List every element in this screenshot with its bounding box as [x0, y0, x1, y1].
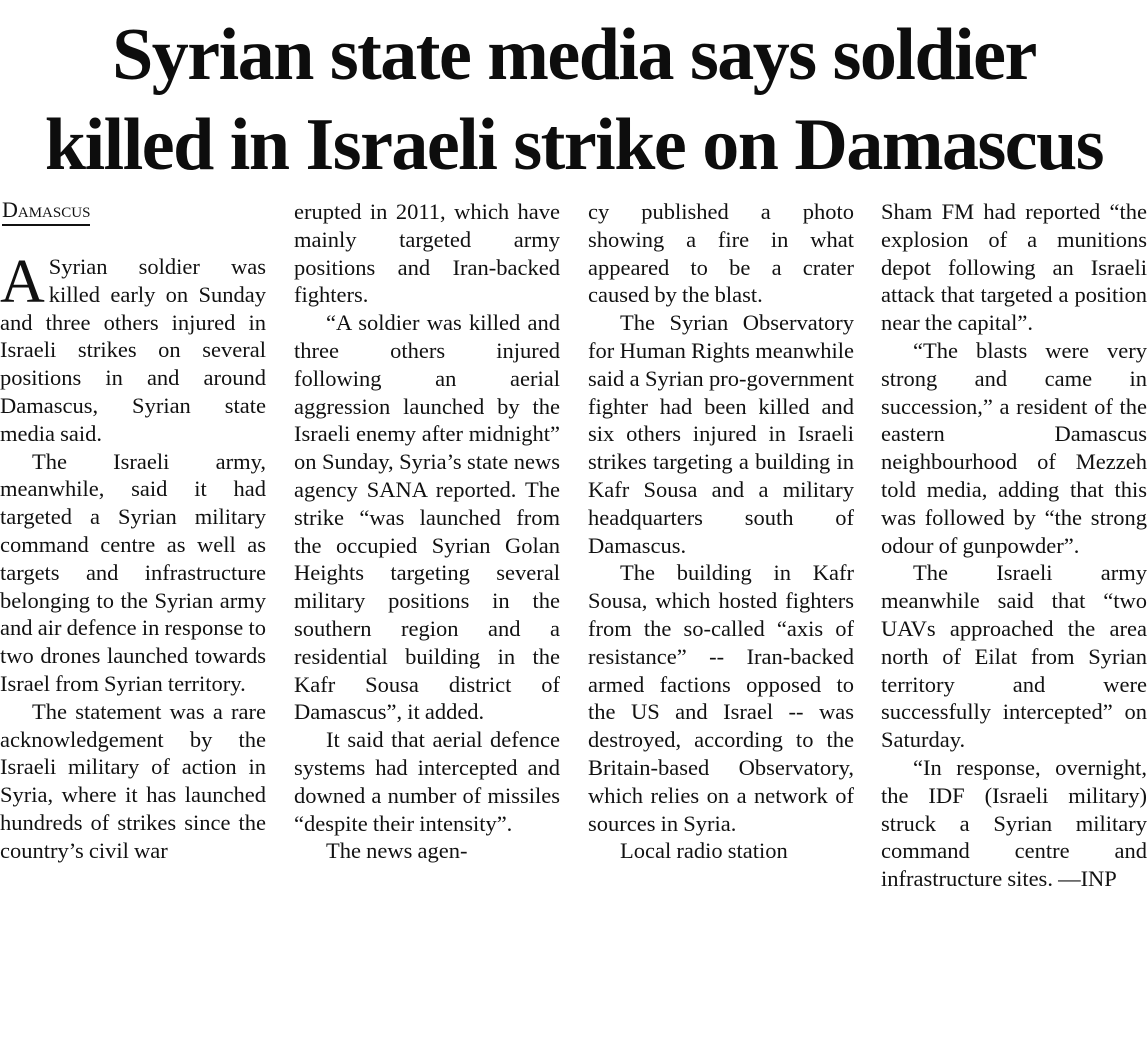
- paragraph: erupted in 2011, which have mainly targeted army positions and Iran-backed fighters.: [294, 199, 560, 308]
- headline-line-1: Syrian state media says soldier: [112, 14, 1036, 96]
- paragraph: “The blasts were very strong and came in succession,” a resident of the eastern Damascus neighbourhood of Mezzeh told media, adding that this was followed by “the strong odour of gunpowder”.: [881, 337, 1147, 558]
- paragraph: It said that aerial defence systems had intercepted and downed a number of missiles “despite their intensity”.: [294, 727, 560, 836]
- paragraph: The Syrian Observatory for Human Rights meanwhile said a Syrian pro-government fighter had been killed and six others injured in Israeli strikes targeting a building in Kafr Sousa and a military headquarters south of Damascus.: [588, 310, 854, 558]
- paragraph: The Israeli army, meanwhile, said it had targeted a Syrian military command centre as well as targets and infrastructure belonging to the Syrian army and air defence in response to two drones launched towards Israel from Syrian territory.: [0, 448, 266, 696]
- paragraph: cy published a photo showing a fire in what appeared to be a crater caused by the blast.: [588, 199, 854, 308]
- paragraph-text: Syrian soldier was killed early on Sunday and three others injured in Israeli strikes on several positions in and around Damascus, Syrian state media said.: [0, 254, 266, 446]
- article-column-2: [294, 198, 560, 865]
- paragraph: “In response, overnight, the IDF (Israeli military) struck a Syrian military command centre and infrastructure sites. —INP: [881, 754, 1147, 892]
- article-column-1: [0, 248, 266, 865]
- article-column-4: [881, 198, 1147, 893]
- headline: [0, 10, 1148, 190]
- paragraph: The statement was a rare acknowledgement by the Israeli military of action in Syria, where it has launched hundreds of strikes since the country’s civil war: [0, 698, 266, 863]
- headline-line-2: killed in Israeli strike on Damascus: [44, 104, 1104, 186]
- dateline: Damascus: [2, 197, 90, 226]
- paragraph: “A soldier was killed and three others injured following an aerial aggression launched by the Israeli enemy after midnight” on Sunday, Syria’s state news agency SANA reported. The strike “was launched from the occupied Syrian Golan Heights targeting several military positions in the southern region and a residential building in the Kafr Sousa district of Damascus”, it added.: [294, 310, 560, 725]
- article-column-3: [588, 198, 854, 865]
- paragraph: Local radio station: [620, 838, 788, 864]
- paragraph: Sham FM had reported “the explosion of a munitions depot following an Israeli attack that targeted a position near the capital”.: [881, 199, 1147, 336]
- paragraph: [0, 248, 266, 448]
- paragraph: The news agen-: [326, 838, 468, 864]
- drop-cap: A: [0, 248, 45, 316]
- paragraph: The building in Kafr Sousa, which hosted fighters from the so-called “axis of resistance” -- Iran-backed armed factions opposed to the US and Israel -- was destroyed, according to the Britain-based Observatory, which relies on a network of sources in Syria.: [588, 560, 854, 836]
- paragraph: The Israeli army meanwhile said that “two UAVs approached the area north of Eilat from Syrian territory and were successfully intercepted” on Saturday.: [881, 560, 1147, 753]
